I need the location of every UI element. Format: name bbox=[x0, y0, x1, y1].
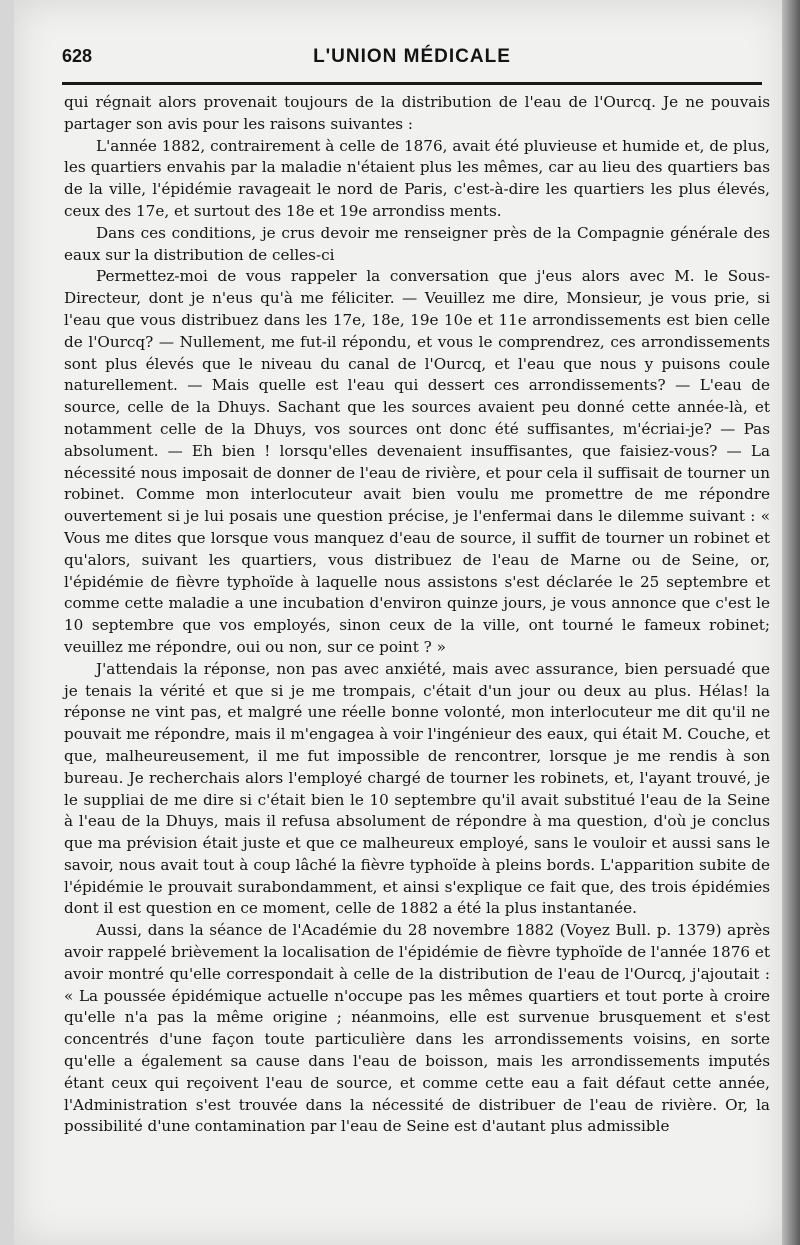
header-rule bbox=[62, 82, 762, 85]
paragraph: Permettez-moi de vous rappeler la conversation que j'eus alors avec M. le Sous-Directeur, dont je n'eus qu'à me féliciter. — Veuillez me dire, Monsieur, je vous prie, si l'eau que vous distribuez dans les 17e, 18e, 19e 10e et 11e arrondissements est bien celle de l'Ourcq? — Nullement, me fut-il répondu, et vous le comprendrez, ces arrondissements sont plus élevés que le niveau du canal de l'Ourcq, et l'eau que nous y puisons coule naturellement. — Mais quelle est l'eau qui dessert ces arrondissements? — L'eau de source, celle de la Dhuys. Sachant que les sources avaient peu donné cette année-là, et notamment celle de la Dhuys, vos sources ont donc été suffisantes, m'écriai-je? — Pas absolument. — Eh bien ! lorsqu'elles devenaient insuffisantes, que faisiez-vous? — La nécessité nous imposait de donner de l'eau de rivière, et pour cela il suffisait de tourner un robinet. Comme mon interlocuteur avait bien voulu me promettre de me répondre ouvertement si je lui posais une question précise, je l'enfermai dans le dilemme suivant : « Vous me dites que lorsque vous manquez d'eau de source, il suffit de tourner un robinet et qu'alors, suivant les quartiers, vous distribuez de l'eau de Marne ou de Seine, or, l'épidémie de fièvre typhoïde à laquelle nous assistons s'est déclarée le 25 septembre et comme cette maladie a une incubation d'environ quinze jours, je vous annonce que c'est le 10 septembre que vos employés, sinon ceux de la ville, ont tourné le fameux robinet; veuillez me répondre, oui ou non, sur ce point ? » bbox=[64, 267, 770, 656]
page-edge-shadow bbox=[782, 0, 800, 1245]
paragraph: L'année 1882, contrairement à celle de 1876, avait été pluvieuse et humide et, de plus, les quartiers envahis par la maladie n'étaient plus les mêmes, car au lieu des quartiers bas de la ville, l'épidémie ravageait le nord de Paris, c'est-à-dire les quartiers les plus élevés, ceux des 17e, et surtout des 18e et 19e arrondiss ments. bbox=[64, 136, 770, 220]
page-number: 628 bbox=[62, 46, 93, 66]
paragraph: J'attendais la réponse, non pas avec anxiété, mais avec assurance, bien persuadé que je tenais la vérité et que si je me trompais, c'était d'un jour ou deux au plus. Hélas! la réponse ne vint pas, et malgré une réelle bonne volonté, mon interlocuteur me dit qu'il ne pouvait me répondre, mais il m'engagea à voir l'ingénieur des eaux, qui était M. Couche, et que, malheureusement, il me fut impossible de rencontrer, lorsque je me rendis à son bureau. Je recherchais alors l'employé chargé de tourner les robinets, et, l'ayant trouvé, je le suppliai de me dire si c'était bien le 10 septembre qu'il avait substitué l'eau de la Seine à l'eau de la Dhuys, mais il refusa absolument de répondre à ma question, d'où je conclus que ma prévision était juste et que ce malheureux employé, sans le vouloir et aussi sans le savoir, nous avait tout à coup lâché la fièvre typhoïde à pleins bords. L'apparition subite de l'épidémie le prouvait surabondamment, et ainsi s'explique ce fait que, des trois épidémies dont il est question en ce moment, celle de 1882 a été la plus instantanée. bbox=[64, 659, 770, 918]
document-page bbox=[14, 0, 786, 1245]
paragraph: Aussi, dans la séance de l'Académie du 28 novembre 1882 (Voyez Bull. p. 1379) après avoir rappelé brièvement la localisation de l'épidémie de fièvre typhoïde de l'année 1876 et avoir montré qu'elle correspondait à celle de la distribution de l'eau de l'Ourcq, j'ajoutait : « La poussée épidémique actuelle n'occupe pas les mêmes quartiers et tout porte à croire qu'elle n'a pas la même origine ; néanmoins, elle est survenue brusquement et s'est concentrés d'une façon toute particulière dans les arrondissements voisins, en sorte qu'elle a également sa cause dans l'eau de boisson, mais les arrondissements imputés étant ceux qui reçoivent l'eau de source, et comme cette eau a fait défaut cette année, l'Administration s'est trouvée dans la nécessité de distribuer de l'eau de rivière. Or, la possibilité d'une contamination par l'eau de Seine est d'autant plus admissible bbox=[64, 921, 770, 1136]
running-title: L'UNION MÉDICALE bbox=[313, 46, 511, 67]
paragraph: qui régnait alors provenait toujours de la distribution de l'eau de l'Ourcq. Je ne pouvais partager son avis pour les raisons suivantes : bbox=[64, 93, 770, 133]
page-header bbox=[62, 46, 762, 76]
paragraph: Dans ces conditions, je crus devoir me renseigner près de la Compagnie générale des eaux sur la distribution de celles-ci bbox=[64, 223, 770, 264]
body-text bbox=[64, 92, 770, 1138]
